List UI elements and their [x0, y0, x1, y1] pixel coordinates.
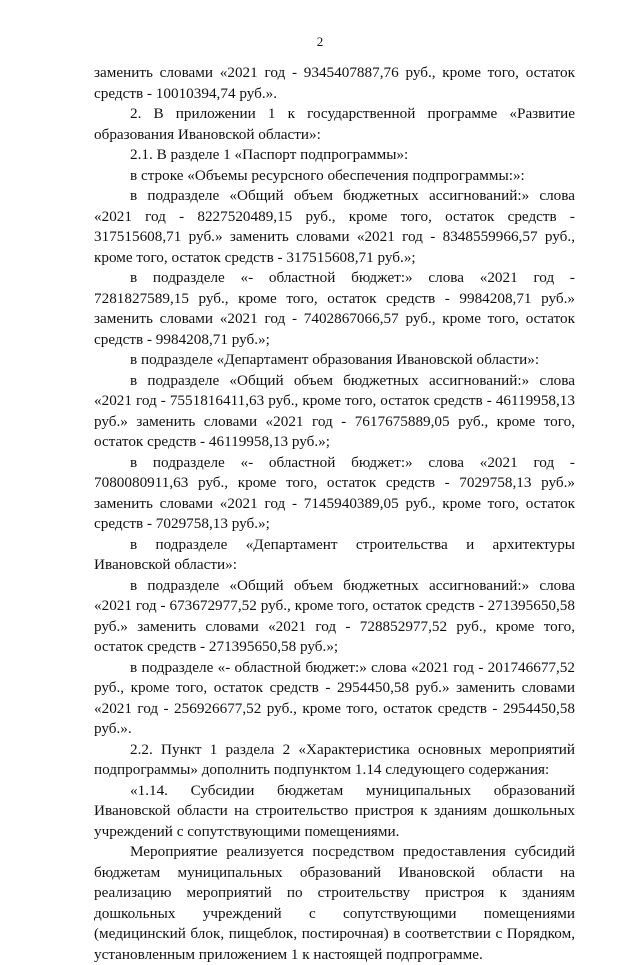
paragraph-resources-row: в строке «Объемы ресурсного обеспечения подпрограммы:»: — [130, 166, 525, 184]
paragraph-item-2-2: 2.2. Пункт 1 раздела 2 «Характеристика основных мероприятий подпрограммы» дополнить подпунктом 1.14 следующего содержания: — [94, 740, 575, 778]
paragraph-construction-department: в подразделе «Департамент строительства и архитектуры Ивановской области»: — [94, 535, 575, 573]
page-number: 2 — [316, 34, 324, 49]
paragraph-item-2: 2. В приложении 1 к государственной программе «Развитие образования Ивановской области»: — [94, 105, 575, 143]
document-body — [94, 63, 575, 965]
paragraph-subitem-1-14: «1.14. Субсидии бюджетам муниципальных образований Ивановской области на строительство пристроя к зданиям дошкольных учреждений с сопутствующими помещениями. — [94, 781, 575, 840]
paragraph-measure-description: Мероприятие реализуется посредством предоставления субсидий бюджетам муниципальных образований Ивановской области на реализацию мероприятий по строительству пристроя к зданиям дошкольных учреждений с сопутствующими помещениями (медицинский блок, пищеблок, постирочная) в соответствии с Порядком, установленным приложением 1 к настоящей подпрограмме. — [94, 843, 575, 963]
paragraph-construction-regional: в подразделе «- областной бюджет:» слова «2021 год - 201746677,52 руб., кроме того, остаток средств - 2954450,58 руб.» заменить словами «2021 год - 256926677,52 руб., кроме того, остаток средств - 2954450,58 руб.». — [94, 658, 575, 737]
paragraph-education-department: в подразделе «Департамент образования Ивановской области»: — [130, 351, 540, 368]
paragraph-education-total: в подразделе «Общий объем бюджетных ассигнований:» слова «2021 год - 7551816411,63 руб., кроме того, остаток средств - 46119958,13 руб.» заменить словами «2021 год - 7617675889,05 руб., кроме того, остаток средств - 46119958,13 руб.»; — [94, 371, 575, 450]
paragraph-continuation: заменить словами «2021 год - 9345407887,76 руб., кроме того, остаток средств - 10010394,74 руб.». — [94, 64, 575, 102]
paragraph-education-regional: в подразделе «- областной бюджет:» слова «2021 год - 7080080911,63 руб., кроме того, остаток средств - 7029758,13 руб.» заменить словами «2021 год - 7145940389,05 руб., кроме того, остаток средств - 7029758,13 руб.»; — [94, 453, 575, 532]
paragraph-total-budget: в подразделе «Общий объем бюджетных ассигнований:» слова «2021 год - 8227520489,15 руб., кроме того, остаток средств - 317515608,71 руб.» заменить словами «2021 год - 8348559966,57 руб., кроме того, остаток средств - 317515608,71 руб.»; — [94, 187, 575, 266]
paragraph-regional-budget: в подразделе «- областной бюджет:» слова «2021 год - 7281827589,15 руб., кроме того, остаток средств - 9984208,71 руб.» заменить словами «2021 год - 7402867066,57 руб., кроме того, остаток средств - 9984208,71 руб.»; — [94, 269, 575, 348]
paragraph-construction-total: в подразделе «Общий объем бюджетных ассигнований:» слова «2021 год - 673672977,52 руб., кроме того, остаток средств - 271395650,58 руб.» заменить словами «2021 год - 728852977,52 руб., кроме того, остаток средств - 271395650,58 руб.»; — [94, 576, 575, 655]
paragraph-item-2-1: 2.1. В разделе 1 «Паспорт подпрограммы»: — [130, 146, 409, 163]
